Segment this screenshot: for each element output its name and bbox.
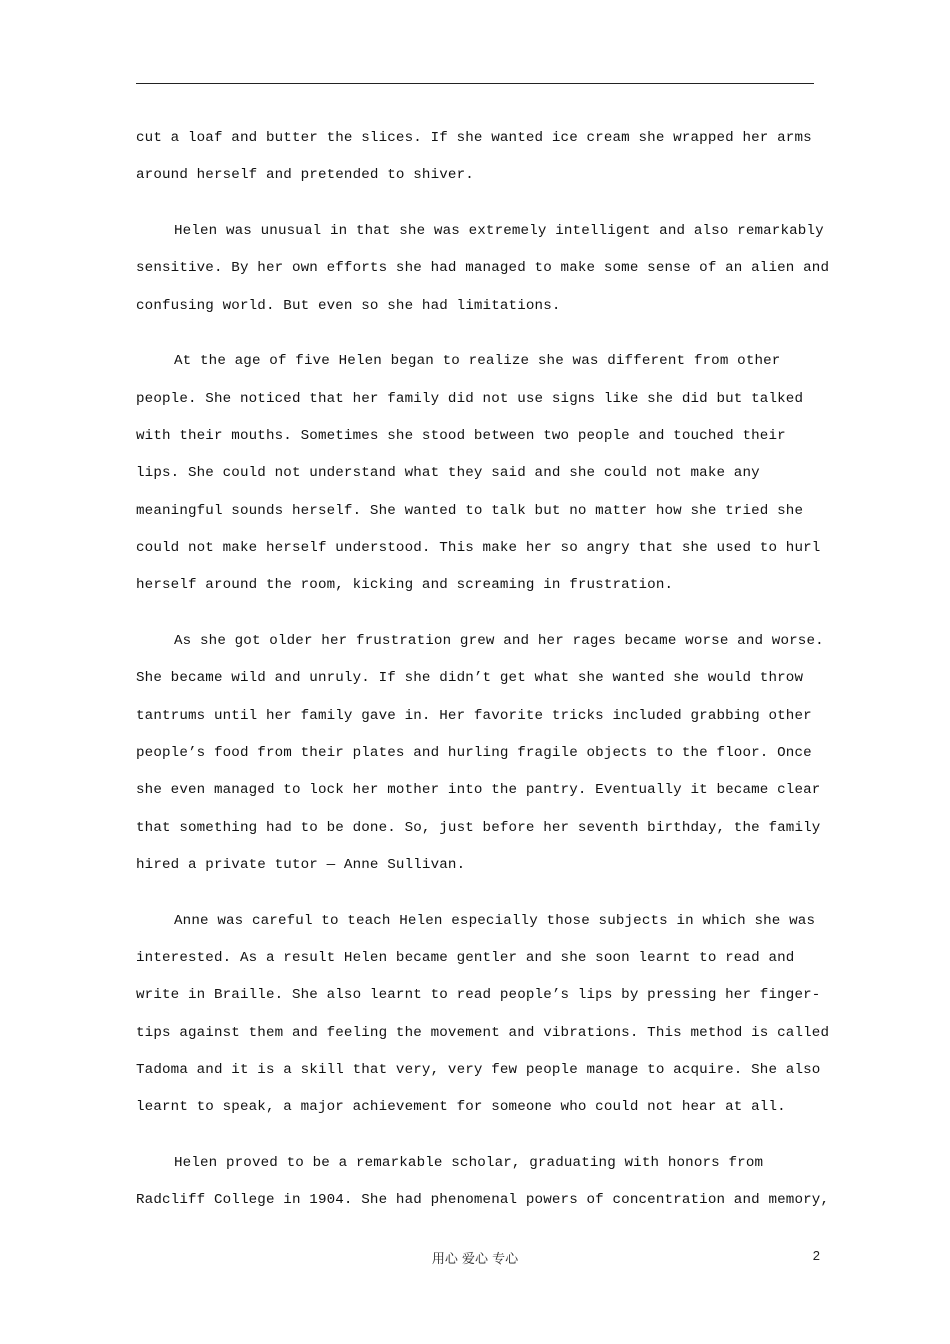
paragraph xyxy=(136,213,830,325)
text-line: Anne was careful to teach Helen especially those subjects in which she was xyxy=(174,912,816,929)
text-line: write in Braille. She also learnt to read people’s lips by pressing her finger- xyxy=(136,987,821,1004)
text-line: sensitive. By her own efforts she had managed to make some sense of an alien and xyxy=(136,260,830,277)
text-line: with their mouths. Sometimes she stood between two people and touched their xyxy=(136,428,786,445)
text-line: meaningful sounds herself. She wanted to talk but no matter how she tried she xyxy=(136,502,804,519)
paragraph xyxy=(136,343,821,604)
text-line: confusing world. But even so she had limitations. xyxy=(136,297,561,314)
text-line: Helen was unusual in that she was extremely intelligent and also remarkably xyxy=(174,223,824,240)
text-line: people’s food from their plates and hurling fragile objects to the floor. Once xyxy=(136,744,812,761)
text-line: At the age of five Helen began to realize she was different from other xyxy=(174,353,781,370)
text-line: She became wild and unruly. If she didn’t get what she wanted she would throw xyxy=(136,670,804,687)
text-line: Tadoma and it is a skill that very, very few people manage to acquire. She also xyxy=(136,1061,821,1078)
paragraph xyxy=(136,623,824,884)
paragraph xyxy=(136,1145,830,1220)
text-line: Helen proved to be a remarkable scholar, graduating with honors from xyxy=(174,1154,764,1171)
page-number: 2 xyxy=(812,1248,820,1263)
header-rule xyxy=(136,83,814,84)
paragraph xyxy=(136,903,830,1127)
text-line: people. She noticed that her family did not use signs like she did but talked xyxy=(136,390,804,407)
text-line: Radcliff College in 1904. She had phenomenal powers of concentration and memory, xyxy=(136,1192,830,1209)
text-line: As she got older her frustration grew and her rages became worse and worse. xyxy=(174,633,824,650)
text-line: tips against them and feeling the movement and vibrations. This method is called xyxy=(136,1024,830,1041)
body-text xyxy=(136,120,830,1238)
text-line: hired a private tutor — Anne Sullivan. xyxy=(136,856,466,873)
text-line: learnt to speak, a major achievement for someone who could not hear at all. xyxy=(136,1099,786,1116)
text-line: tantrums until her family gave in. Her favorite tricks included grabbing other xyxy=(136,707,812,724)
text-line: herself around the room, kicking and screaming in frustration. xyxy=(136,577,674,594)
footer-slogan: 用心 爱心 专心 xyxy=(431,1252,519,1267)
paragraph xyxy=(136,120,816,195)
text-line: lips. She could not understand what they said and she could not make any xyxy=(136,465,760,482)
text-line: around herself and pretended to shiver. xyxy=(136,167,474,184)
text-line: that something had to be done. So, just before her seventh birthday, the family xyxy=(136,819,821,836)
text-line: she even managed to lock her mother into the pantry. Eventually it became clear xyxy=(136,782,821,799)
text-line: interested. As a result Helen became gentler and she soon learnt to read and xyxy=(136,949,795,966)
text-line: could not make herself understood. This make her so angry that she used to hurl xyxy=(136,539,821,556)
text-line: cut a loaf and butter the slices. If she wanted ice cream she wrapped her arms xyxy=(136,130,812,146)
